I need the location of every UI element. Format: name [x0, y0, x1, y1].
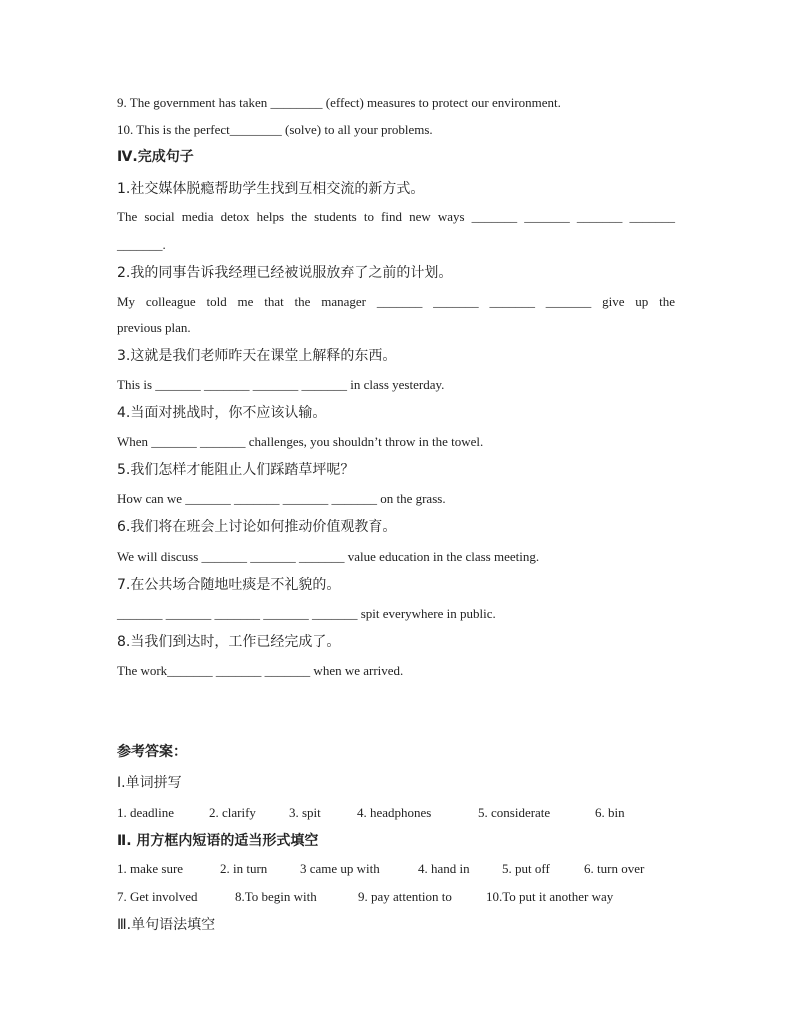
sentence-7-chinese: 7.在公共场合随地吐痰是不礼貌的。 — [117, 577, 341, 593]
sentence-6-english: We will discuss _______ _______ _______ value education in the class meeting. — [117, 549, 540, 564]
answer-item: 4. hand in — [418, 861, 470, 876]
answer-item: 10.To put it another way — [486, 889, 614, 904]
sentence-1-english: The social media detox helps the students to find new ways _______ _______ _______ _______ — [117, 209, 675, 224]
section-4-heading: Ⅳ.完成句子 — [117, 149, 194, 165]
sentence-4-english: When _______ _______ challenges, you shouldn’t throw in the towel. — [117, 434, 484, 449]
sentence-2-chinese: 2.我的同事告诉我经理已经被说服放弃了之前的计划。 — [117, 265, 453, 281]
answer-item: 7. Get involved — [117, 889, 198, 904]
sentence-3-chinese: 3.这就是我们老师昨天在课堂上解释的东西。 — [117, 348, 397, 364]
answers-part2-row-1 — [117, 860, 644, 878]
answers-part2-heading: Ⅱ. 用方框内短语的适当形式填空 — [117, 833, 319, 849]
answer-item: 5. put off — [502, 861, 550, 876]
sentence-6-chinese: 6.我们将在班会上讨论如何推动价值观教育。 — [117, 519, 397, 535]
sentence-4-chinese: 4.当面对挑战时，你不应该认输。 — [117, 405, 327, 421]
sentence-1-english-cont: _______. — [117, 237, 166, 252]
sentence-5-chinese: 5.我们怎样才能阻止人们踩踏草坪呢？ — [117, 462, 355, 478]
sentence-5-english: How can we _______ _______ _______ _______ on the grass. — [117, 491, 446, 506]
answer-item: 1. make sure — [117, 861, 184, 876]
answer-item: 1. deadline — [117, 805, 175, 820]
answers-part2-row-2 — [117, 888, 613, 906]
sentence-8-chinese: 8.当我们到达时，工作已经完成了。 — [117, 634, 341, 650]
answers-heading: 参考答案： — [117, 744, 187, 760]
answers-part1-heading: Ⅰ.单词拼写 — [117, 775, 182, 791]
answer-item: 6. turn over — [584, 861, 645, 876]
sentence-1-chinese: 1.社交媒体脱瘾帮助学生找到互相交流的新方式。 — [117, 181, 425, 197]
answer-item: 3 came up with — [300, 861, 380, 876]
sentence-2-english-cont: previous plan. — [117, 320, 191, 335]
sentence-3-english: This is _______ _______ _______ _______ in class yesterday. — [117, 377, 445, 392]
answers-part3-heading: Ⅲ.单句语法填空 — [117, 917, 216, 933]
answer-item: 8.To begin with — [235, 889, 317, 904]
answer-item: 3. spit — [289, 805, 321, 820]
sentence-8-english: The work_______ _______ _______ when we arrived. — [117, 663, 404, 678]
answer-item: 2. clarify — [209, 805, 256, 820]
question-10: 10. This is the perfect________ (solve) to all your problems. — [117, 122, 433, 137]
answer-item: 4. headphones — [357, 805, 432, 820]
answer-item: 2. in turn — [220, 861, 268, 876]
answer-item: 9. pay attention to — [358, 889, 452, 904]
sentence-7-english: _______ _______ _______ _______ _______ spit everywhere in public. — [117, 606, 496, 621]
answer-item: 6. bin — [595, 805, 625, 820]
answers-part1-row — [117, 804, 625, 822]
question-9: 9. The government has taken ________ (effect) measures to protect our environment. — [117, 95, 561, 110]
sentence-2-english: My colleague told me that the manager _______ _______ _______ _______ give up the — [117, 294, 675, 309]
answer-item: 5. considerate — [478, 805, 551, 820]
